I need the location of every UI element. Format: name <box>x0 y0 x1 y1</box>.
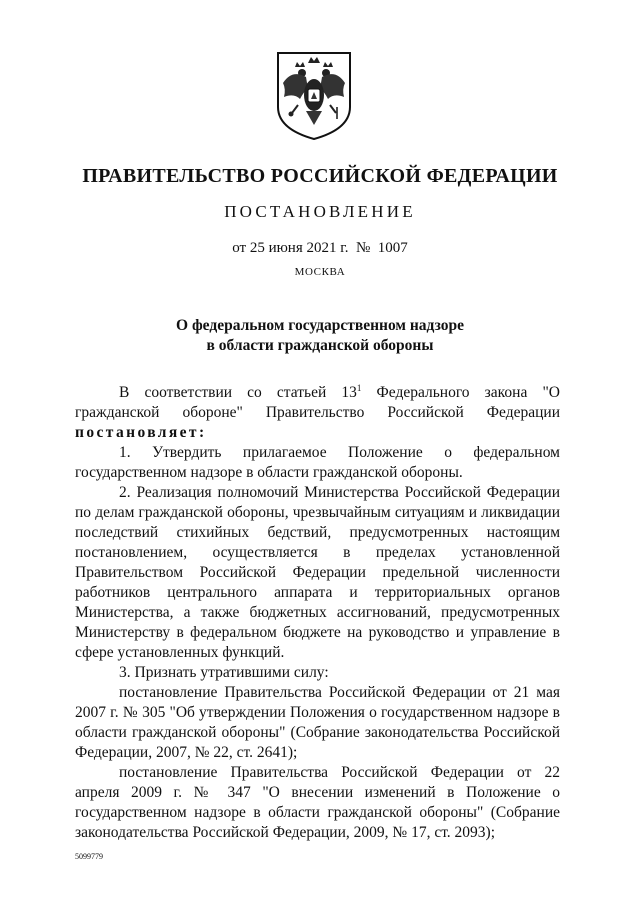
document-code: 5099779 <box>75 852 103 861</box>
subject-line-2: в области гражданской обороны <box>206 337 434 354</box>
paragraph-3: 3. Признать утратившими силу: <box>119 664 329 681</box>
date-and-number: от 25 июня 2021 г. № 1007 <box>232 240 408 256</box>
paragraph-2: 2. Реализация полномочий Министерства Российской Федерации по делам гражданской обороны, чрезвычайным ситуациям и ликвидации последствий стихийных бедствий, предусмотренных настоящим постановлением, осуществляется в пределах установленной Правительством Российской Федерации предельной численности работников центрального аппарата и территориальных органов Министерства, а также бюджетных ассигнований, предусмотренных Министерству в федеральном бюджете на руководство и управление в сфере установленных функций. <box>75 484 560 661</box>
article-superscript: 1 <box>356 383 362 393</box>
intro-text-start: В соответствии со статьей 13 <box>119 384 357 401</box>
repealed-item-1: постановление Правительства Российской Федерации от 21 мая 2007 г. № 305 "Об утверждении Положения о государственном надзоре в области гражданской обороны" (Собрание законодательства Российской Федерации, 2007, № 22, ст. 2641); <box>75 684 560 761</box>
paragraph-1: 1. Утвердить прилагаемое Положение о федеральном государственном надзоре в области гражданской обороны. <box>75 444 560 481</box>
document-type: ПОСТАНОВЛЕНИЕ <box>224 202 416 221</box>
intro-paragraph <box>75 383 560 443</box>
subject-line-1: О федеральном государственном надзоре <box>176 317 464 334</box>
intro-text-middle: Федерального закона "О гражданской обороне" Правительство Российской Федерации <box>75 384 561 421</box>
repealed-item-2: постановление Правительства Российской Федерации от 22 апреля 2009 г. № 347 "О внесении изменений в Положение о государственном надзоре в области гражданской обороны" (Собрание законодательства Российской Федерации, 2009, № 17, ст. 2093); <box>75 764 560 841</box>
document-body <box>75 383 560 843</box>
document-subject <box>0 316 640 356</box>
coat-of-arms-emblem <box>272 49 356 141</box>
city: МОСКВА <box>294 266 346 278</box>
resolves-word: постановляет: <box>75 424 207 441</box>
government-title: ПРАВИТЕЛЬСТВО РОССИЙСКОЙ ФЕДЕРАЦИИ <box>82 165 558 187</box>
